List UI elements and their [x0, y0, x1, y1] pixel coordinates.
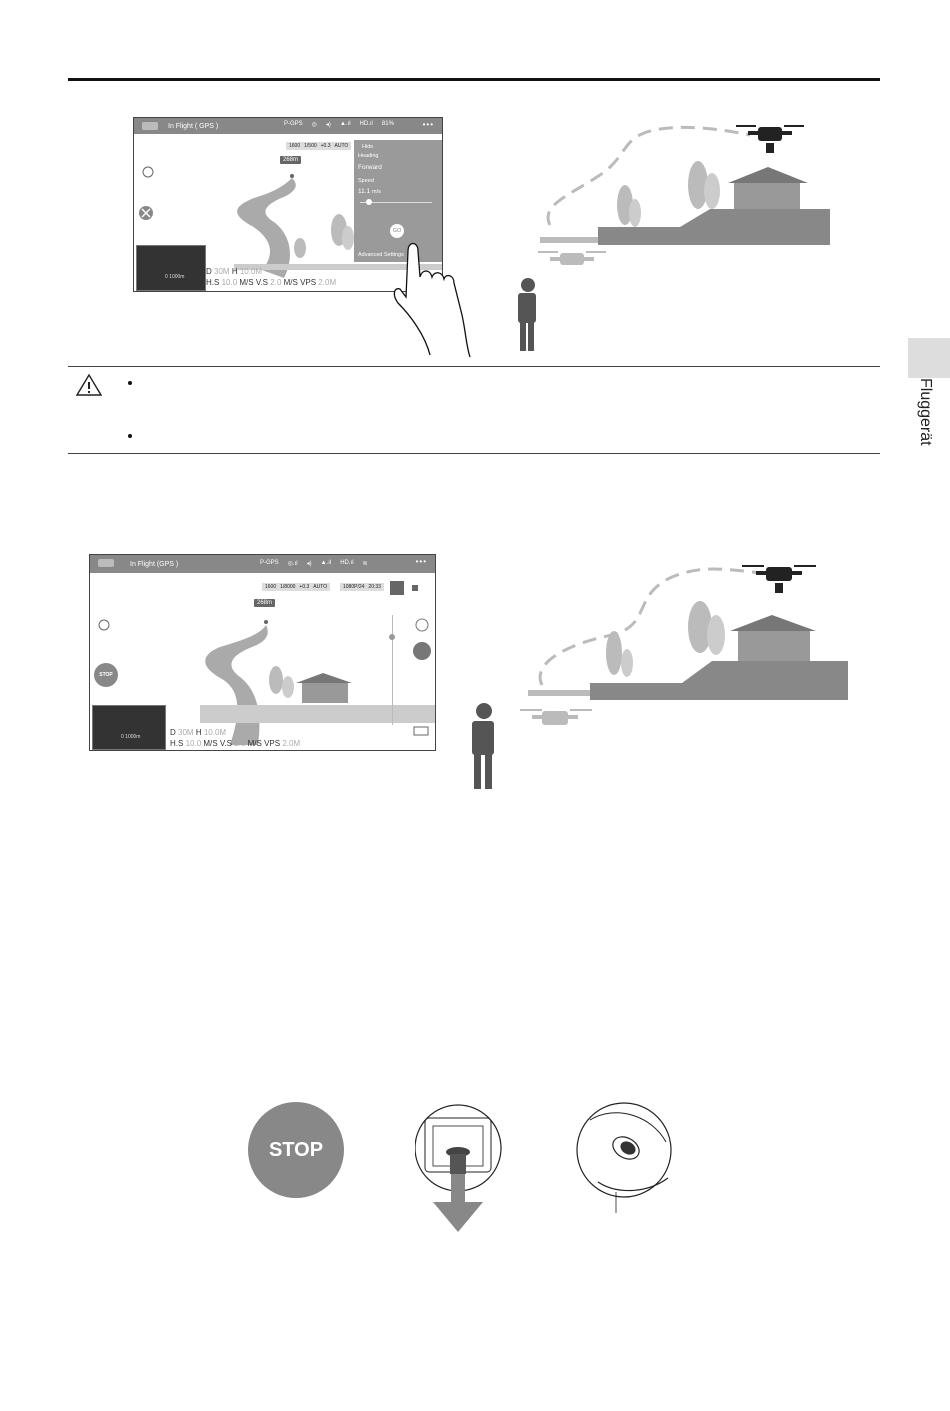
- resolution-value: 1080P/24: [343, 584, 365, 590]
- distance-chip: 268m: [280, 156, 301, 164]
- vps-label: VPS: [264, 739, 281, 748]
- telemetry: [170, 727, 300, 749]
- volume-icon: ◂): [325, 122, 331, 128]
- warning-icon: [76, 374, 102, 396]
- playback-button: [414, 727, 428, 735]
- wb-value: AUTO: [313, 584, 328, 590]
- caution-bullet-2: [128, 434, 132, 438]
- drone-top: [736, 125, 804, 153]
- gps-mode-label: P-GPS: [260, 560, 279, 566]
- tree-shape: [342, 226, 354, 250]
- hd-signal-icon: HD.ıl: [359, 121, 373, 127]
- speed-value: 11.1: [358, 188, 371, 195]
- more-menu-icon[interactable]: •••: [415, 557, 427, 566]
- distance-chip: 268m: [254, 599, 275, 607]
- hspeed-label: H.S: [206, 278, 220, 287]
- distance-value: 30M: [214, 267, 230, 276]
- target-marker: [264, 620, 268, 624]
- side-slider-thumb: [389, 634, 395, 640]
- tree-shape: [606, 631, 622, 675]
- iso-value: 1600: [265, 584, 277, 590]
- drone-top: [742, 565, 816, 593]
- height-label: H: [231, 267, 238, 276]
- heading-value[interactable]: Forward: [358, 164, 382, 171]
- gps-icon: [99, 620, 109, 630]
- stop-scene-illustration: [462, 555, 852, 795]
- stop-app-screenshot: [89, 554, 436, 751]
- tree-shape: [621, 649, 633, 677]
- flight-mode-label: In Flight (GPS ): [130, 560, 179, 568]
- shutter-value: 1/500: [304, 143, 317, 149]
- ground-band: [200, 705, 435, 723]
- hspeed-unit: M/S: [203, 739, 218, 748]
- vspeed-label: V.S: [255, 278, 269, 287]
- speed-label: Speed: [358, 178, 374, 184]
- more-menu-icon[interactable]: •••: [422, 120, 434, 129]
- tree-shape: [294, 238, 306, 258]
- advanced-settings-link[interactable]: Advanced Settings: [358, 252, 404, 258]
- hspeed-value: 10.0: [185, 739, 202, 748]
- time-value: 20:33: [368, 584, 381, 590]
- speed-unit: m/s: [372, 189, 381, 195]
- tapfly-scene-illustration: [500, 115, 840, 360]
- vspeed-unit: M/S: [247, 739, 262, 748]
- gps-mode-label: P-GPS: [284, 121, 303, 127]
- telemetry: [206, 266, 336, 288]
- rc-signal-icon: ◎: [311, 122, 317, 128]
- distance-label: D: [170, 728, 176, 737]
- caution-bottom-rule: [68, 453, 880, 454]
- minimap[interactable]: [92, 705, 166, 750]
- height-value: 10.0M: [239, 267, 263, 276]
- hspeed-label: H.S: [170, 739, 184, 748]
- go-button[interactable]: GO: [390, 224, 404, 238]
- house-roof: [728, 167, 808, 183]
- house-body: [734, 183, 800, 209]
- ev-value: +0.3: [320, 143, 331, 149]
- hide-button[interactable]: Hide: [362, 144, 374, 150]
- pilot-figure: [472, 703, 494, 789]
- hand-outline: [394, 244, 470, 358]
- house-body: [738, 631, 810, 661]
- hspeed-value: 10.0: [221, 278, 238, 287]
- gps-icon: [143, 167, 153, 177]
- control-stick-down-illustration: [415, 1100, 505, 1235]
- distance-value: 30M: [178, 728, 194, 737]
- shutter-value: 1/8000: [280, 584, 296, 590]
- tree-shape: [282, 676, 294, 698]
- camera-switch-icon: [416, 619, 428, 631]
- volume-icon: ◂): [306, 561, 312, 567]
- rth-button-illustration: [576, 1102, 676, 1214]
- vspeed-unit: M/S: [283, 278, 298, 287]
- hand-illustration: [370, 215, 480, 360]
- vps-value: 2.0M: [318, 278, 337, 287]
- speed-slider-thumb[interactable]: [366, 199, 372, 205]
- map-scale: 0 1000m: [121, 734, 141, 740]
- vspeed-label: V.S: [219, 739, 233, 748]
- house-body: [302, 683, 348, 703]
- side-tab-label: Fluggerät: [917, 378, 934, 446]
- down-arrow-icon: [433, 1202, 483, 1232]
- tree-shape: [704, 173, 720, 209]
- stop-button[interactable]: STOP: [94, 663, 118, 687]
- height-label: H: [195, 728, 202, 737]
- tree-shape: [629, 199, 641, 227]
- minimap[interactable]: [136, 245, 206, 291]
- house-roof: [730, 615, 816, 631]
- side-slider-track: [392, 615, 393, 725]
- vspeed-value: 2.0: [270, 278, 282, 287]
- drone-low: [520, 709, 592, 725]
- ev-value: +0.3: [299, 584, 310, 590]
- house-roof: [296, 673, 352, 683]
- vspeed-value: 2.0: [234, 739, 246, 748]
- record-mode-button: [390, 581, 404, 595]
- wb-value: AUTO: [334, 143, 349, 149]
- tree-shape: [269, 666, 283, 694]
- lock-icon: [412, 585, 418, 591]
- flight-mode-label: In Flight ( GPS ): [168, 122, 219, 130]
- river-path: [237, 178, 296, 278]
- large-stop-button: STOP: [248, 1102, 344, 1198]
- wifi-icon: ≋: [362, 561, 368, 567]
- tree-shape: [707, 615, 725, 655]
- satellite-signal-icon: ▲.ıl: [320, 560, 332, 566]
- height-value: 10.0M: [203, 728, 227, 737]
- heading-label: Heading: [358, 153, 379, 159]
- satellite-signal-icon: ▲.ıl: [339, 121, 351, 127]
- side-tab: [908, 338, 950, 378]
- iso-value: 1600: [289, 143, 301, 149]
- vps-label: VPS: [300, 278, 317, 287]
- shutter-button: [413, 642, 431, 660]
- rc-signal-icon: ◎.ıl: [287, 561, 298, 567]
- hd-signal-icon: HD.ıl: [340, 560, 354, 566]
- hspeed-unit: M/S: [239, 278, 254, 287]
- vps-value: 2.0M: [282, 739, 301, 748]
- pilot-figure: [518, 278, 536, 351]
- distance-label: D: [206, 267, 212, 276]
- caution-top-rule: [68, 366, 880, 367]
- map-scale: 0 1000m: [165, 274, 185, 280]
- drone-low: [538, 251, 606, 265]
- header-rule: [68, 78, 880, 81]
- target-marker: [290, 174, 294, 178]
- battery-label: 81%: [381, 121, 394, 127]
- caution-bullet-1: [128, 381, 132, 385]
